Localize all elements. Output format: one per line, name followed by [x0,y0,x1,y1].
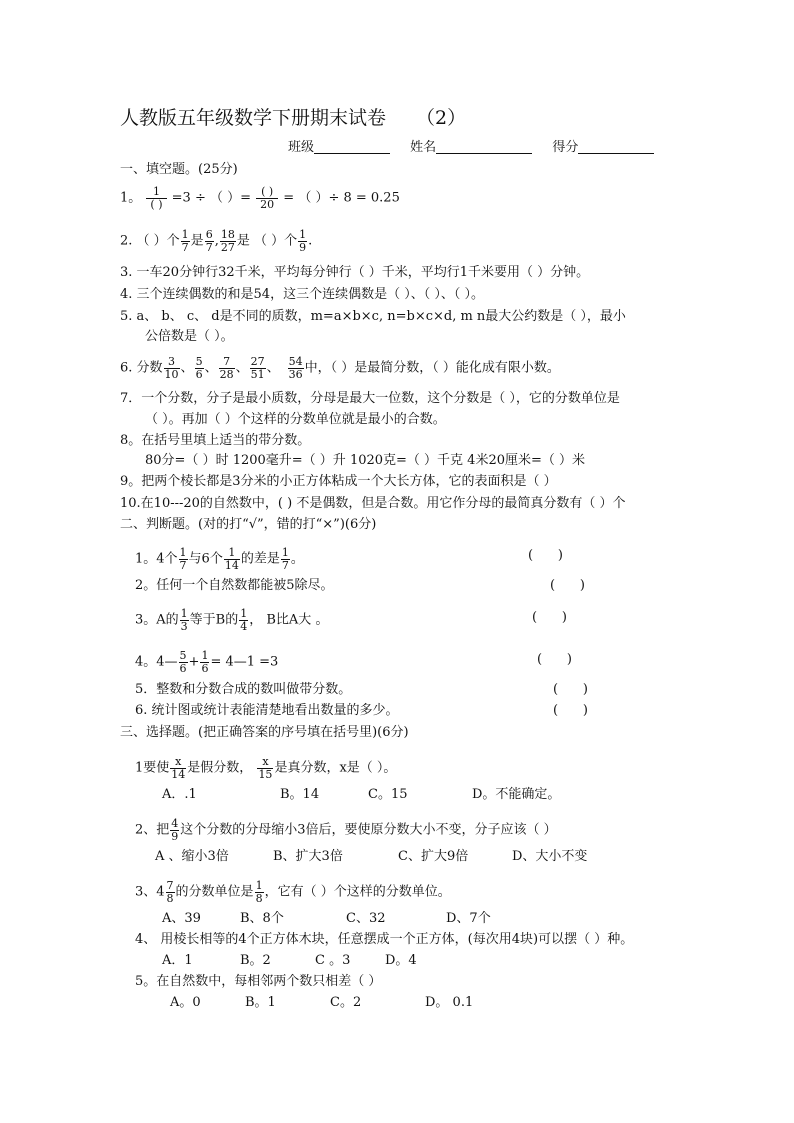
q1-fraction-1 [146,186,166,210]
c2-fraction-1 [170,818,179,842]
denominator: 7 [205,240,213,254]
q6-text-a: 6. 分数 [120,360,163,376]
c3-option-c[interactable]: C、32 [346,911,386,926]
q2-text-a: 2. （ ）个 [120,233,180,249]
denominator: 27 [220,240,235,254]
class-blank[interactable] [314,141,390,154]
text: 是真分数，x是（ ）。 [274,760,397,776]
q6-text-b: 中，（ ）是最简分数，（ ）能化成有限小数。 [304,360,560,376]
numerator: 1 [201,649,209,662]
q4-even-numbers: 4. 三个连续偶数的和是54，这三个连续偶数是（ ）、（ ）、（ ）。 [120,287,484,302]
q3-speed: 3. 一车20分钟行32千米，平均每分钟行（ ）千米，平均行1千米要用（ ）分钟。 [120,265,590,280]
exam-title [120,109,466,128]
c1-option-c[interactable]: C。15 [368,787,408,802]
judge-1 [135,547,304,571]
numerator: 5 [195,355,203,368]
c3-fraction-2 [255,880,264,904]
text: 1要使 [135,760,170,776]
judge-1-answer-paren[interactable]: ( ) [528,548,563,563]
c2-option-b[interactable]: B、扩大3倍 [273,849,343,864]
j1-fraction-1 [179,547,188,571]
c5-option-a[interactable]: A。0 [170,995,201,1010]
q6-fraction-2 [195,356,204,380]
c4-option-c[interactable]: C 。3 [315,953,351,968]
numerator: 1 [299,228,307,241]
numerator: 54 [288,355,303,368]
text: 与6个 [188,551,223,567]
q1-fill-fraction [120,186,400,210]
c3-option-d[interactable]: D、7个 [446,911,491,926]
numerator: 1 [240,607,248,620]
class-label: 班级 [288,140,315,155]
numerator: x [262,755,269,768]
numerator: 1 [228,546,236,559]
text: 4。4— [135,654,178,670]
judge-5: 5．整数和分数合成的数叫做带分数。 [135,682,352,697]
j1-fraction-3 [281,547,290,571]
separator: 、 [266,360,280,376]
c1-option-a[interactable]: A．.1 [162,787,197,802]
choice-4: 4、 用棱长相等的4个正方体木块，任意摆成一个正方体，(每次用4块)可以摆（ ）种。 [135,932,634,947]
numerator: 6 [205,228,213,241]
denominator: 51 [250,367,265,381]
denominator: 8 [166,891,174,905]
j1-fraction-2 [224,547,240,571]
numerator: 18 [220,228,235,241]
c1-fraction-1 [170,756,186,780]
j3-fraction-1 [180,608,189,632]
separator: 、 [235,360,249,376]
c2-option-c[interactable]: C、扩大9倍 [398,849,469,864]
text: + [188,654,200,670]
numerator: 1 [180,607,188,620]
score-label: 得分 [552,140,579,155]
text: 等于B的 [189,612,239,628]
denominator: 36 [288,367,303,381]
section-1-heading: 一、填空题。(25分) [120,162,238,177]
denominator: 20 [256,198,278,211]
denominator: 14 [224,558,239,572]
text: ， B比A大 。 [249,612,329,628]
separator: 、 [180,360,194,376]
denominator: 6 [179,661,187,675]
judge-5-answer-paren[interactable]: ( ) [553,682,588,697]
numerator: ( ) [261,185,274,198]
judge-6-answer-paren[interactable]: ( ) [553,703,588,718]
name-blank[interactable] [436,141,532,154]
q6-fraction-4 [250,356,266,380]
numerator: 7 [223,355,231,368]
title-number: （2） [416,107,467,129]
judge-2-answer-paren[interactable]: ( ) [550,578,585,593]
judge-3-answer-paren[interactable]: ( ) [532,610,567,625]
judge-3 [135,608,328,632]
c2-option-d[interactable]: D、大小不变 [512,849,588,864]
text: 这个分数的分母缩小3倍后，要使原分数大小不变，分子应该（ ） [180,822,557,838]
denominator: 10 [164,367,179,381]
c3-fraction-1 [166,880,175,904]
c3-option-b[interactable]: B、8个 [240,911,284,926]
name-label: 姓名 [410,140,437,155]
q2-fraction-3 [220,229,236,253]
text: 2、把 [135,822,170,838]
q7-fraction-unit-line-2: （ ）。再加（ ）个这样的分数单位就是最小的合数。 [145,412,446,427]
denominator: 7 [179,558,187,572]
c1-option-d[interactable]: D。不能确定。 [472,787,561,802]
numerator: 1 [181,228,189,241]
denominator: 7 [181,240,189,254]
c5-option-b[interactable]: B。1 [245,995,276,1010]
choice-3 [135,880,451,904]
c4-option-a[interactable]: A．1 [162,953,193,968]
q2-text-b: 是 [190,233,204,249]
text: = 4—1 =3 [210,654,279,670]
numerator: 1 [152,185,160,198]
numerator: 1 [281,546,289,559]
c4-option-d[interactable]: D。4 [385,953,417,968]
denominator: 28 [219,367,234,381]
denominator: 9 [171,829,179,843]
q5-primes-line-2: 公倍数是（ ）。 [145,329,234,344]
numerator: 3 [168,355,176,368]
q8-mixed-numbers: 8。在括号里填上适当的带分数。 [120,433,311,448]
denominator: 15 [258,767,273,781]
denominator: ( ) [146,198,166,211]
c1-option-b[interactable]: B。14 [280,787,320,802]
denominator: 6 [195,367,203,381]
c5-option-c[interactable]: C。2 [330,995,362,1010]
numerator: 4 [171,817,179,830]
choice-5: 5。在自然数中，每相邻两个数只相差（ ） [135,974,382,989]
q10-composite-number: 10.在10---20的自然数中，( ) 不是偶数，但是合数。用它作分母的最简真分数有（ ）个 [120,496,626,511]
q9-surface-area: 9。把两个棱长都是3分米的小正方体粘成一个大长方体，它的表面积是（ ） [120,474,557,489]
judge-4 [135,650,278,674]
text: 的分数单位是 [175,884,254,900]
q2-text-c: 是 （ ）个 [236,233,298,249]
q2-fraction-2 [205,229,214,253]
section-2-heading: 二、判断题。(对的打“√”，错的打“×”)(6分) [120,517,377,532]
student-info-row [288,141,654,154]
denominator: 4 [240,619,248,633]
numerator: x [175,755,182,768]
text: 的差是 [240,551,280,567]
j4-fraction-2 [200,650,209,674]
q7-fraction-unit-line-1: 7．一个分数，分子是最小质数，分母是最大一位数，这个分数是（ ），它的分数单位是 [120,391,620,406]
c5-option-d[interactable]: D。 0.1 [425,995,474,1010]
title-text: 人教版五年级数学下册期末试卷 [120,107,387,129]
c4-option-b[interactable]: B。2 [240,953,271,968]
denominator: 14 [171,767,186,781]
j3-fraction-2 [239,608,248,632]
denominator: 8 [255,891,263,905]
q2-fraction-units [120,229,312,253]
text: 3。A的 [135,612,179,628]
choice-1 [135,756,396,780]
text: 。 [290,551,304,567]
q1-fraction-2 [256,186,278,210]
text: 是假分数， [187,760,253,776]
q1-text-b: =3 ÷ （ ）= [171,190,252,206]
q6-fraction-3 [219,356,235,380]
denominator: 9 [299,240,307,254]
judge-6: 6. 统计图或统计表能清楚地看出数量的多少。 [135,703,399,718]
q5-primes-line-1: 5. a、 b、 c、 d是不同的质数，m=a×b×c, n=b×c×d, m n最大公约数是（ ），最小 [120,309,626,324]
numerator: 1 [179,546,187,559]
q2-fraction-4 [298,229,307,253]
q1-text-c: = （ ）÷ 8 = 0.25 [283,190,400,206]
denominator: 6 [201,661,209,675]
numerator: 1 [255,879,263,892]
separator: 、 [204,360,218,376]
choice-2 [135,818,557,842]
q6-fraction-5 [288,356,304,380]
denominator: 3 [180,619,188,633]
q2-end: . [308,233,313,249]
j4-fraction-1 [179,650,188,674]
q6-simplest-fractions [120,356,560,380]
q2-separator: , [214,233,219,249]
text: ，它有（ ）个这样的分数单位。 [264,884,451,900]
c2-option-a[interactable]: A 、缩小3倍 [155,849,229,864]
judge-4-answer-paren[interactable]: ( ) [537,652,572,667]
q1-number: 1。 [120,190,142,206]
q8-conversions: 80分=（ ）时 1200毫升=（ ）升 1020克=（ ）千克 4米20厘米=（ ）米 [145,453,586,468]
text: 3、4 [135,884,165,900]
q6-fraction-1 [164,356,180,380]
c3-option-a[interactable]: A、39 [162,911,201,926]
q2-fraction-1 [181,229,190,253]
c1-fraction-2 [257,756,273,780]
text: 1。4个 [135,551,178,567]
section-3-heading: 三、选择题。(把正确答案的序号填在括号里)(6分) [120,725,409,740]
numerator: 27 [250,355,265,368]
numerator: 5 [179,649,187,662]
score-blank[interactable] [578,141,654,154]
numerator: 7 [166,879,174,892]
judge-2: 2。任何一个自然数都能被5除尽。 [135,578,334,593]
denominator: 7 [281,558,289,572]
